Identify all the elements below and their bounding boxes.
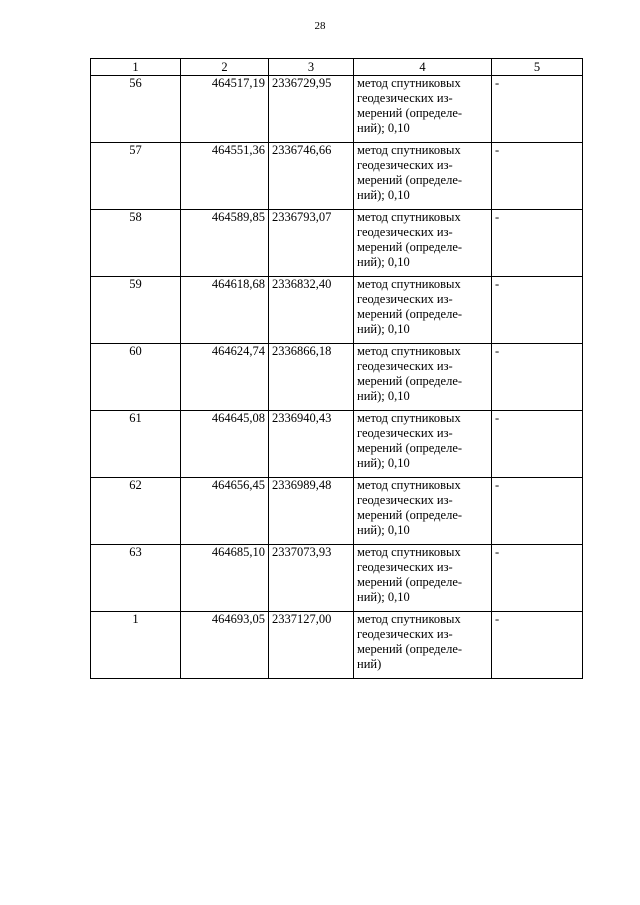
method-line: метод спутниковых <box>357 411 461 425</box>
method-line: геодезических из- <box>357 91 453 105</box>
table-header-row <box>91 59 583 76</box>
note-cell: - <box>492 143 583 210</box>
column-header-2: 2 <box>181 59 269 76</box>
method-line: метод спутниковых <box>357 344 461 358</box>
coordinate-x: 464517,19 <box>181 76 269 143</box>
page-number: 28 <box>314 20 326 32</box>
coordinate-x: 464551,36 <box>181 143 269 210</box>
table-row <box>91 76 583 143</box>
method-cell <box>354 210 492 277</box>
coordinate-x: 464693,05 <box>181 612 269 679</box>
method-cell <box>354 545 492 612</box>
method-line: ний); 0,10 <box>357 389 410 403</box>
table-row <box>91 210 583 277</box>
method-line: геодезических из- <box>357 426 453 440</box>
note-cell: - <box>492 210 583 277</box>
note-cell: - <box>492 478 583 545</box>
coordinate-x: 464624,74 <box>181 344 269 411</box>
table-row <box>91 277 583 344</box>
method-line: метод спутниковых <box>357 478 461 492</box>
method-line: метод спутниковых <box>357 76 461 90</box>
method-line: геодезических из- <box>357 292 453 306</box>
method-line: мерений (определе- <box>357 307 463 321</box>
coordinate-y: 2336729,95 <box>269 76 354 143</box>
method-line: ний); 0,10 <box>357 523 410 537</box>
method-line: мерений (определе- <box>357 240 463 254</box>
method-line: геодезических из- <box>357 225 453 239</box>
coordinate-x: 464589,85 <box>181 210 269 277</box>
method-line: мерений (определе- <box>357 508 463 522</box>
method-line: ний) <box>357 657 382 671</box>
coordinate-y: 2337073,93 <box>269 545 354 612</box>
method-line: геодезических из- <box>357 560 453 574</box>
point-number: 60 <box>91 344 181 411</box>
method-cell <box>354 411 492 478</box>
point-number: 57 <box>91 143 181 210</box>
method-cell <box>354 612 492 679</box>
table-row <box>91 612 583 679</box>
note-cell: - <box>492 411 583 478</box>
method-line: метод спутниковых <box>357 143 461 157</box>
column-header-3: 3 <box>269 59 354 76</box>
coordinate-x: 464656,45 <box>181 478 269 545</box>
coordinate-y: 2336793,07 <box>269 210 354 277</box>
method-line: ний); 0,10 <box>357 188 410 202</box>
coordinate-x: 464618,68 <box>181 277 269 344</box>
column-header-1: 1 <box>91 59 181 76</box>
coordinate-y: 2337127,00 <box>269 612 354 679</box>
method-cell <box>354 344 492 411</box>
method-line: геодезических из- <box>357 493 453 507</box>
note-cell: - <box>492 545 583 612</box>
coordinate-y: 2336940,43 <box>269 411 354 478</box>
note-cell: - <box>492 344 583 411</box>
method-line: ний); 0,10 <box>357 121 410 135</box>
method-line: метод спутниковых <box>357 545 461 559</box>
table-row <box>91 478 583 545</box>
method-line: геодезических из- <box>357 627 453 641</box>
point-number: 61 <box>91 411 181 478</box>
method-line: ний); 0,10 <box>357 322 410 336</box>
coordinate-y: 2336866,18 <box>269 344 354 411</box>
coordinate-x: 464645,08 <box>181 411 269 478</box>
table-row <box>91 344 583 411</box>
note-cell: - <box>492 277 583 344</box>
point-number: 58 <box>91 210 181 277</box>
coordinate-y: 2336989,48 <box>269 478 354 545</box>
column-header-4: 4 <box>354 59 492 76</box>
point-number: 59 <box>91 277 181 344</box>
note-cell: - <box>492 612 583 679</box>
method-line: мерений (определе- <box>357 441 463 455</box>
method-line: геодезических из- <box>357 158 453 172</box>
coordinate-x: 464685,10 <box>181 545 269 612</box>
method-line: мерений (определе- <box>357 374 463 388</box>
method-cell <box>354 143 492 210</box>
coordinate-y: 2336746,66 <box>269 143 354 210</box>
method-line: мерений (определе- <box>357 106 463 120</box>
method-line: метод спутниковых <box>357 210 461 224</box>
point-number: 62 <box>91 478 181 545</box>
point-number: 63 <box>91 545 181 612</box>
point-number: 56 <box>91 76 181 143</box>
coordinate-y: 2336832,40 <box>269 277 354 344</box>
method-line: мерений (определе- <box>357 575 463 589</box>
method-line: метод спутниковых <box>357 277 461 291</box>
method-cell <box>354 277 492 344</box>
coordinates-table <box>90 58 583 679</box>
method-line: ний); 0,10 <box>357 456 410 470</box>
point-number: 1 <box>91 612 181 679</box>
note-cell: - <box>492 76 583 143</box>
method-line: ний); 0,10 <box>357 255 410 269</box>
method-line: геодезических из- <box>357 359 453 373</box>
column-header-5: 5 <box>492 59 583 76</box>
table-row <box>91 411 583 478</box>
method-cell <box>354 76 492 143</box>
method-line: мерений (определе- <box>357 642 463 656</box>
method-cell <box>354 478 492 545</box>
table-row <box>91 545 583 612</box>
method-line: мерений (определе- <box>357 173 463 187</box>
method-line: ний); 0,10 <box>357 590 410 604</box>
method-line: метод спутниковых <box>357 612 461 626</box>
table-row <box>91 143 583 210</box>
